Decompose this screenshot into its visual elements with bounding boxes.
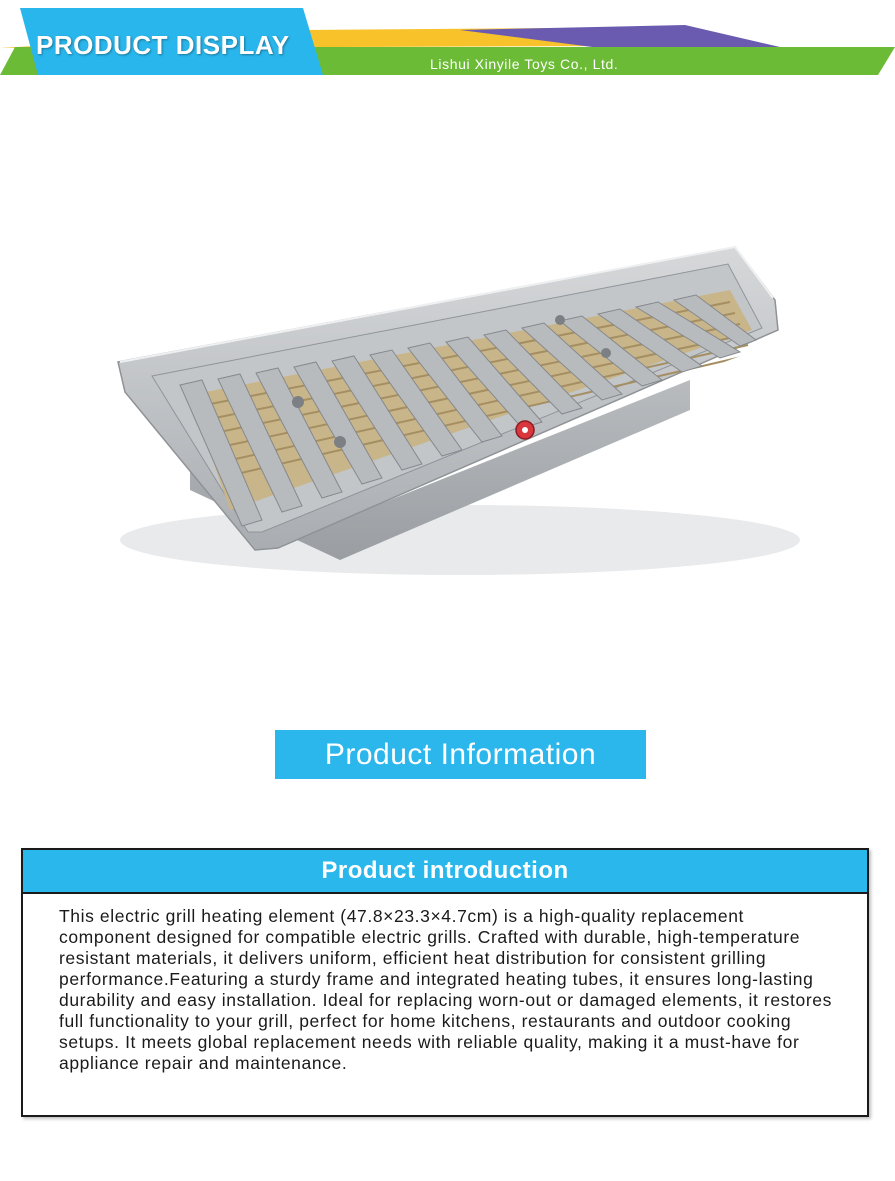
banner-title: PRODUCT DISPLAY: [36, 30, 290, 60]
header-banner: [0, 0, 895, 90]
product-introduction-panel: [21, 848, 869, 1117]
grill-heating-element-image: [40, 180, 855, 620]
product-introduction-title: Product introduction: [23, 850, 867, 894]
product-information-heading: Product Information: [275, 730, 646, 779]
product-photo: [40, 180, 855, 620]
product-introduction-text: This electric grill heating element (47.8×23.3×4.7cm) is a high-quality replacement component designed for compatible electric grills. Crafted with durable, high-temperature resistant materials, it delivers uniform, efficient heat distribution for consistent grilling performance.Featuring a sturdy frame and integrated heating tubes, it ensures long-lasting durability and easy installation. Ideal for replacing worn-out or damaged elements, it restores full functionality to your grill, perfect for home kitchens, restaurants and outdoor cooking setups. It meets global replacement needs with reliable quality, making it a must-have for appliance repair and maintenance.: [59, 906, 832, 1073]
company-name: Lishui Xinyile Toys Co., Ltd.: [430, 56, 619, 72]
